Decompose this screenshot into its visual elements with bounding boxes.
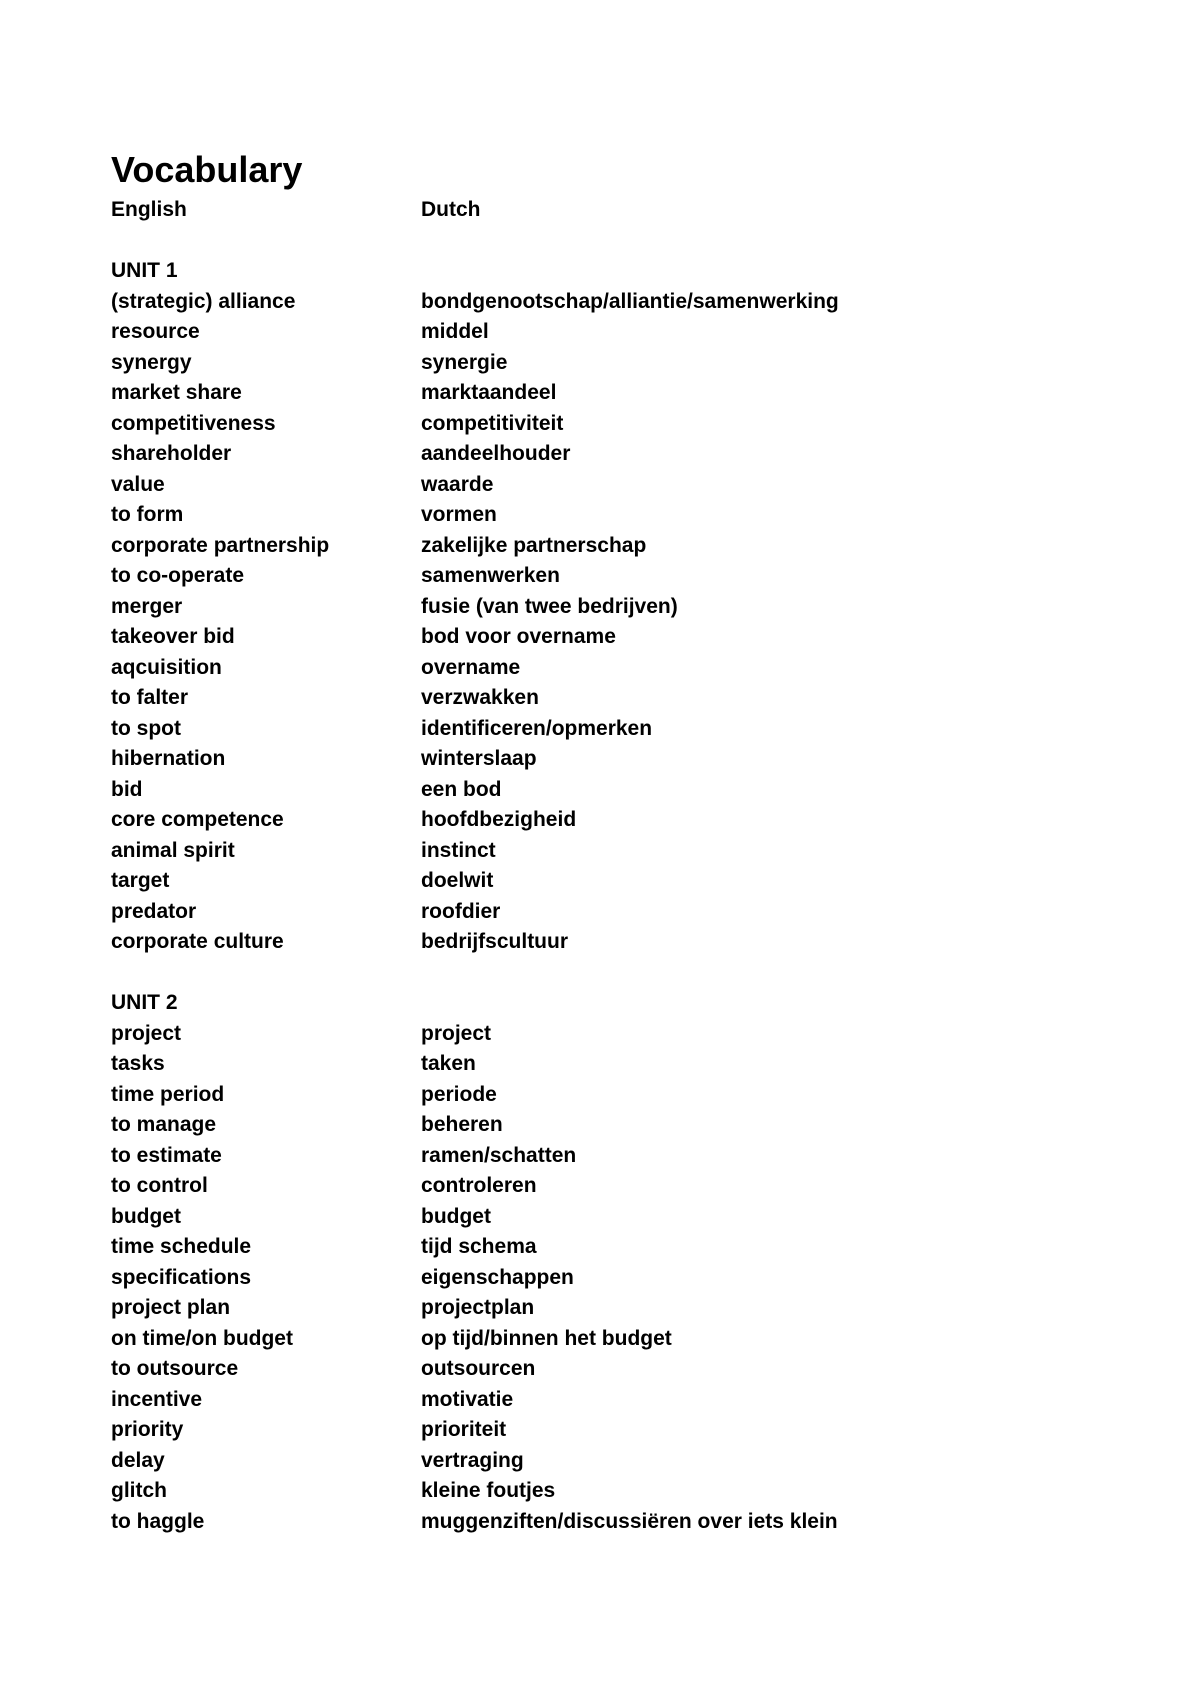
english-term: time schedule [111, 1235, 252, 1258]
dutch-translation: kleine foutjes [421, 1479, 556, 1502]
dutch-translation: marktaandeel [421, 381, 557, 404]
dutch-translation: identificeren/opmerken [421, 716, 653, 740]
english-term: glitch [111, 1479, 167, 1502]
dutch-translation: controleren [421, 1174, 537, 1197]
vocab-row [111, 653, 1111, 684]
english-term: to spot [111, 716, 181, 740]
vocab-row [111, 378, 1111, 409]
dutch-translation: middel [421, 320, 489, 343]
vocab-row [111, 1446, 1111, 1477]
english-term: specifications [111, 1265, 252, 1289]
dutch-translation: periode [421, 1082, 497, 1106]
units-container [111, 226, 1111, 1538]
english-term: to control [111, 1174, 208, 1197]
english-term: competitiveness [111, 411, 276, 435]
vocab-row [111, 622, 1111, 653]
english-term: synergy [111, 350, 192, 374]
dutch-translation: verzwakken [421, 686, 539, 709]
unit-heading: UNIT 2 [111, 991, 178, 1014]
vocab-row [111, 927, 1111, 958]
vocab-row [111, 1293, 1111, 1324]
english-term: aqcuisition [111, 655, 222, 679]
vocab-row [111, 1415, 1111, 1446]
dutch-translation: op tijd/binnen het budget [421, 1326, 672, 1350]
english-term: to outsource [111, 1357, 239, 1380]
vocab-row [111, 897, 1111, 928]
dutch-translation: waarde [421, 472, 494, 496]
vocab-row [111, 1263, 1111, 1294]
english-term: merger [111, 594, 183, 618]
column-header-english: English [111, 198, 187, 221]
vocab-row [111, 1049, 1111, 1080]
dutch-translation: taken [421, 1052, 476, 1075]
vocab-row [111, 348, 1111, 379]
vocab-row [111, 592, 1111, 623]
dutch-translation: zakelijke partnerschap [421, 533, 647, 557]
dutch-translation: fusie (van twee bedrijven) [421, 594, 678, 618]
vocab-row [111, 1324, 1111, 1355]
column-header-row [111, 195, 1111, 226]
vocab-row [111, 1476, 1111, 1507]
dutch-translation: vormen [421, 503, 497, 526]
vocab-row [111, 866, 1111, 897]
vocab-row [111, 1354, 1111, 1385]
english-term: to form [111, 503, 184, 526]
section-spacer [111, 226, 1111, 257]
dutch-translation: vertraging [421, 1448, 524, 1472]
dutch-translation: synergie [421, 350, 508, 374]
vocab-row [111, 500, 1111, 531]
english-term: bid [111, 777, 143, 801]
english-term: project plan [111, 1296, 231, 1319]
dutch-translation: projectplan [421, 1296, 535, 1319]
vocab-row [111, 409, 1111, 440]
vocab-row [111, 805, 1111, 836]
dutch-translation: budget [421, 1204, 491, 1228]
english-term: core competence [111, 808, 284, 831]
dutch-translation: overname [421, 655, 521, 679]
english-term: resource [111, 320, 200, 343]
english-term: hibernation [111, 747, 226, 770]
vocab-row [111, 1385, 1111, 1416]
vocab-row [111, 1141, 1111, 1172]
english-term: target [111, 869, 170, 892]
dutch-translation: bedrijfscultuur [421, 930, 569, 953]
dutch-translation: muggenziften/discussiëren over iets klein [421, 1509, 838, 1533]
section-spacer [111, 958, 1111, 989]
dutch-translation: project [421, 1021, 492, 1045]
vocab-row [111, 683, 1111, 714]
dutch-translation: bondgenootschap/alliantie/samenwerking [421, 289, 839, 313]
english-term: corporate culture [111, 930, 284, 953]
dutch-translation: competitiviteit [421, 411, 564, 435]
english-term: predator [111, 899, 197, 923]
english-term: tasks [111, 1052, 165, 1075]
vocab-row [111, 287, 1111, 318]
dutch-translation: motivatie [421, 1387, 514, 1411]
english-term: (strategic) alliance [111, 289, 296, 313]
english-term: on time/on budget [111, 1326, 293, 1350]
english-term: to estimate [111, 1143, 222, 1167]
vocab-row [111, 561, 1111, 592]
vocab-row [111, 775, 1111, 806]
english-term: animal spirit [111, 838, 235, 862]
english-term: budget [111, 1204, 181, 1228]
english-term: takeover bid [111, 625, 235, 648]
dutch-translation: beheren [421, 1113, 503, 1136]
dutch-translation: prioriteit [421, 1418, 507, 1441]
vocab-row [111, 1202, 1111, 1233]
vocab-row [111, 744, 1111, 775]
dutch-translation: outsourcen [421, 1357, 536, 1380]
english-term: to falter [111, 686, 189, 709]
unit-heading: UNIT 1 [111, 259, 178, 282]
english-term: market share [111, 381, 242, 404]
dutch-translation: samenwerken [421, 564, 560, 587]
english-term: shareholder [111, 442, 232, 465]
dutch-translation: winterslaap [421, 747, 537, 770]
vocab-row [111, 531, 1111, 562]
vocab-row [111, 1019, 1111, 1050]
vocab-row [111, 1507, 1111, 1538]
dutch-translation: hoofdbezigheid [421, 808, 577, 831]
english-term: to co-operate [111, 564, 245, 587]
column-header-dutch: Dutch [421, 198, 481, 221]
english-term: corporate partnership [111, 533, 330, 557]
vocab-row [111, 1171, 1111, 1202]
vocab-row [111, 470, 1111, 501]
english-term: to haggle [111, 1509, 205, 1533]
vocab-row [111, 439, 1111, 470]
dutch-translation: bod voor overname [421, 625, 616, 648]
vocab-row [111, 1080, 1111, 1111]
english-term: value [111, 472, 165, 496]
dutch-translation: eigenschappen [421, 1265, 574, 1289]
dutch-translation: tijd schema [421, 1235, 537, 1258]
dutch-translation: ramen/schatten [421, 1143, 577, 1167]
dutch-translation: doelwit [421, 869, 494, 892]
english-term: priority [111, 1418, 184, 1441]
dutch-translation: aandeelhouder [421, 442, 571, 465]
english-term: incentive [111, 1387, 203, 1411]
english-term: time period [111, 1082, 225, 1106]
vocab-row [111, 714, 1111, 745]
english-term: to manage [111, 1113, 217, 1136]
dutch-translation: een bod [421, 777, 502, 801]
dutch-translation: instinct [421, 838, 496, 862]
vocab-row [111, 1232, 1111, 1263]
english-term: project [111, 1021, 182, 1045]
page-title: Vocabulary [111, 149, 303, 190]
vocab-row [111, 836, 1111, 867]
vocabulary-table [111, 195, 1111, 1537]
vocab-row [111, 317, 1111, 348]
vocab-row [111, 1110, 1111, 1141]
dutch-translation: roofdier [421, 899, 501, 923]
english-term: delay [111, 1448, 165, 1472]
